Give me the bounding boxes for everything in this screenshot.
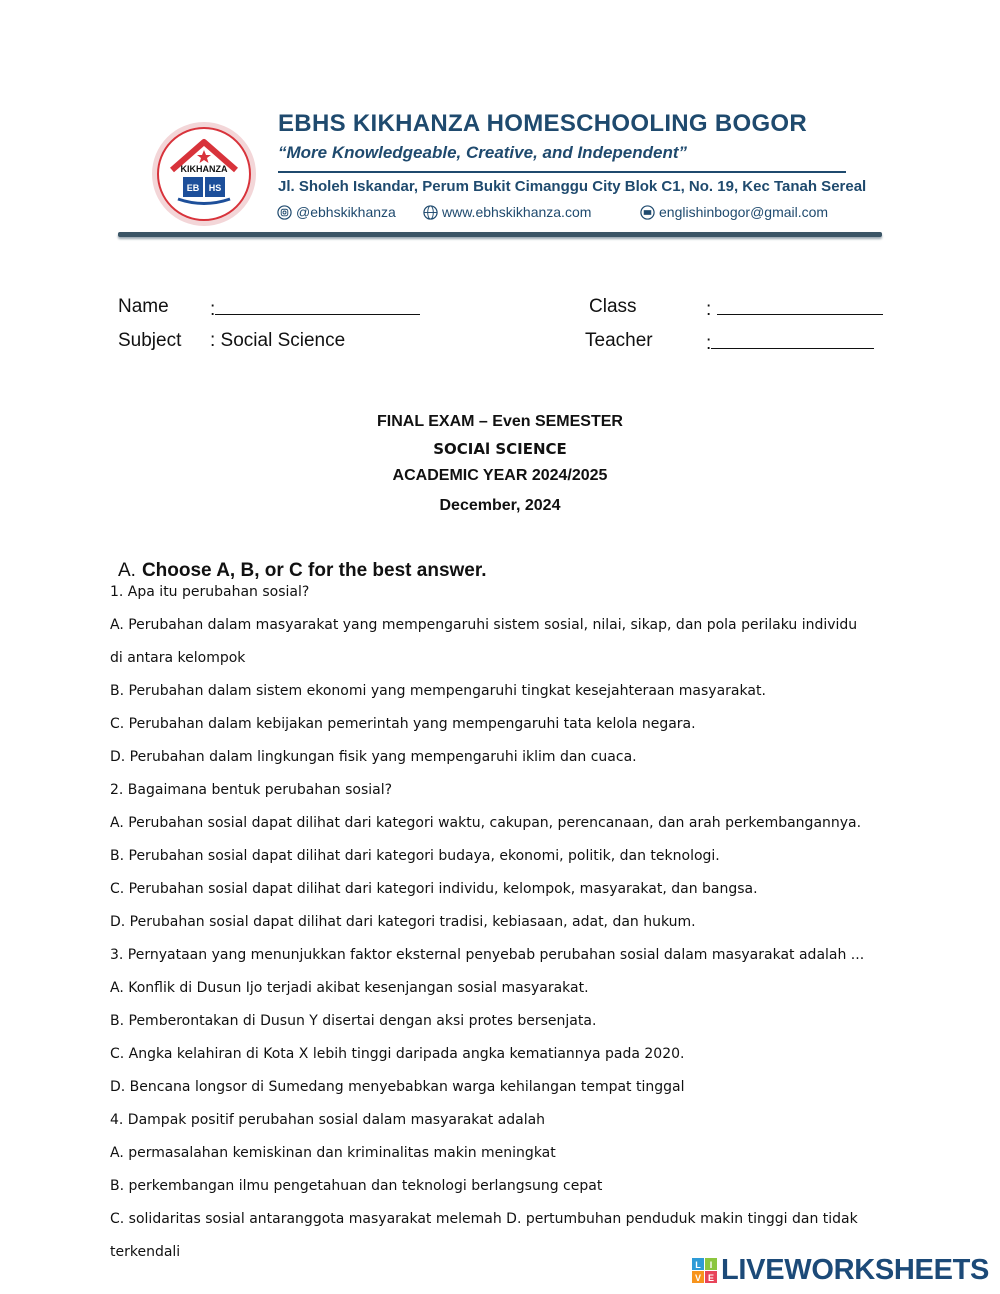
answer-option: B. Perubahan dalam sistem ekonomi yang mempengaruhi tingkat kesejahteraan masyarakat. [110,683,766,699]
answer-option: C. Angka kelahiran di Kota X lebih tinggi daripada angka kematiannya pada 2020. [110,1046,685,1062]
exam-date: December, 2024 [439,497,561,514]
question-line: 4. Dampak positif perubahan sosial dalam masyarakat adalah [110,1112,546,1128]
header-bar [118,232,882,237]
question-line: 2. Bagaimana bentuk perubahan sosial? [110,782,393,798]
answer-option-continued: di antara kelompok [110,650,246,666]
answer-option: A. Konflik di Dusun Ijo terjadi akibat kesenjangan sosial masyarakat. [110,980,589,996]
answer-option: B. perkembangan ilmu pengetahuan dan teknologi berlangsung cepat [110,1178,603,1194]
instagram-icon [277,205,292,220]
question-line: 1. Apa itu perubahan sosial? [110,584,310,600]
section-letter: A. [118,560,136,581]
question-line: 3. Pernyataan yang menunjukkan faktor eksternal penyebab perubahan sosial dalam masyarakat adalah ... [110,947,865,963]
school-logo [150,120,258,228]
email-address: englishinbogor@gmail.com [659,204,829,220]
instagram-contact [277,204,396,220]
logo-text-top: KIKHANZA [180,164,228,174]
class-colon: : [706,299,712,320]
email-contact [640,204,828,220]
globe-icon [423,205,438,220]
answer-option-continued: terkendali [110,1244,181,1260]
website-contact [423,204,591,220]
subject-value: : Social Science [210,330,346,351]
class-label: Class [589,296,637,317]
email-icon [640,205,655,220]
subject-label: Subject [118,330,182,351]
class-blank[interactable] [717,296,883,315]
teacher-label: Teacher [585,330,653,351]
school-address: Jl. Sholeh Iskandar, Perum Bukit Cimanggu City Blok C1, No. 19, Kec Tanah Sereal [278,178,867,195]
section-instruction: Choose A, B, or C for the best answer. [141,560,487,581]
svg-text:L: L [695,1259,701,1270]
teacher-field[interactable] [706,330,874,355]
section-heading [118,560,486,582]
exam-year: ACADEMIC YEAR 2024/2025 [392,467,608,484]
answer-option: B. Pemberontakan di Dusun Y disertai dengan aksi protes bersenjata. [110,1013,597,1029]
logo-text-right: HS [208,183,222,193]
svg-text:V: V [694,1272,702,1283]
answer-option: C. Perubahan sosial dapat dilihat dari kategori individu, kelompok, masyarakat, dan bangsa. [110,881,758,897]
header-divider [278,171,846,173]
school-name: EBHS KIKHANZA HOMESCHOOLING BOGOR [278,110,808,137]
answer-option: B. Perubahan sosial dapat dilihat dari kategori budaya, ekonomi, politik, dan teknologi. [110,848,720,864]
answer-option: D. Bencana longsor di Sumedang menyebabkan warga kehilangan tempat tinggal [110,1079,685,1095]
school-motto: “More Knowledgeable, Creative, and Independent” [278,143,688,162]
name-label: Name [118,296,169,317]
name-blank[interactable] [215,296,420,315]
answer-option: C. solidaritas sosial antaranggota masyarakat melemah D. pertumbuhan penduduk makin tinggi dan tidak [110,1211,858,1227]
answer-option: C. Perubahan dalam kebijakan pemerintah yang mempengaruhi tata kelola negara. [110,716,696,732]
website-url: www.ebhskikhanza.com [442,204,592,220]
svg-text:I: I [709,1259,713,1270]
answer-option: A. Perubahan sosial dapat dilihat dari kategori waktu, cakupan, perencanaan, dan arah perkembangannya. [110,815,862,831]
answer-option: A. permasalahan kemiskinan dan kriminalitas makin meningkat [110,1145,556,1161]
liveworksheets-logo [692,1254,989,1287]
exam-subject: SOCIAl SCIENCE [433,440,567,458]
teacher-blank[interactable] [711,330,874,349]
name-field[interactable] [210,296,420,321]
name-colon: : [210,299,216,320]
answer-option: D. Perubahan dalam lingkungan fisik yang mempengaruhi iklim dan cuaca. [110,749,637,765]
answer-option: A. Perubahan dalam masyarakat yang mempengaruhi sistem sosial, nilai, sikap, dan pola perilaku individu [110,617,858,633]
exam-title: FINAL EXAM – Even SEMESTER [377,413,623,430]
teacher-colon: : [706,333,712,354]
instagram-handle: @ebhskikhanza [296,204,396,220]
answer-option: D. Perubahan sosial dapat dilihat dari kategori tradisi, kebiasaan, adat, dan hukum. [110,914,696,930]
liveworksheets-brand: LIVEWORKSHEETS [721,1254,990,1286]
logo-text-left: EB [186,183,200,193]
class-field[interactable] [706,296,883,321]
svg-text:E: E [707,1272,715,1283]
liveworksheets-badge-icon [692,1258,718,1284]
